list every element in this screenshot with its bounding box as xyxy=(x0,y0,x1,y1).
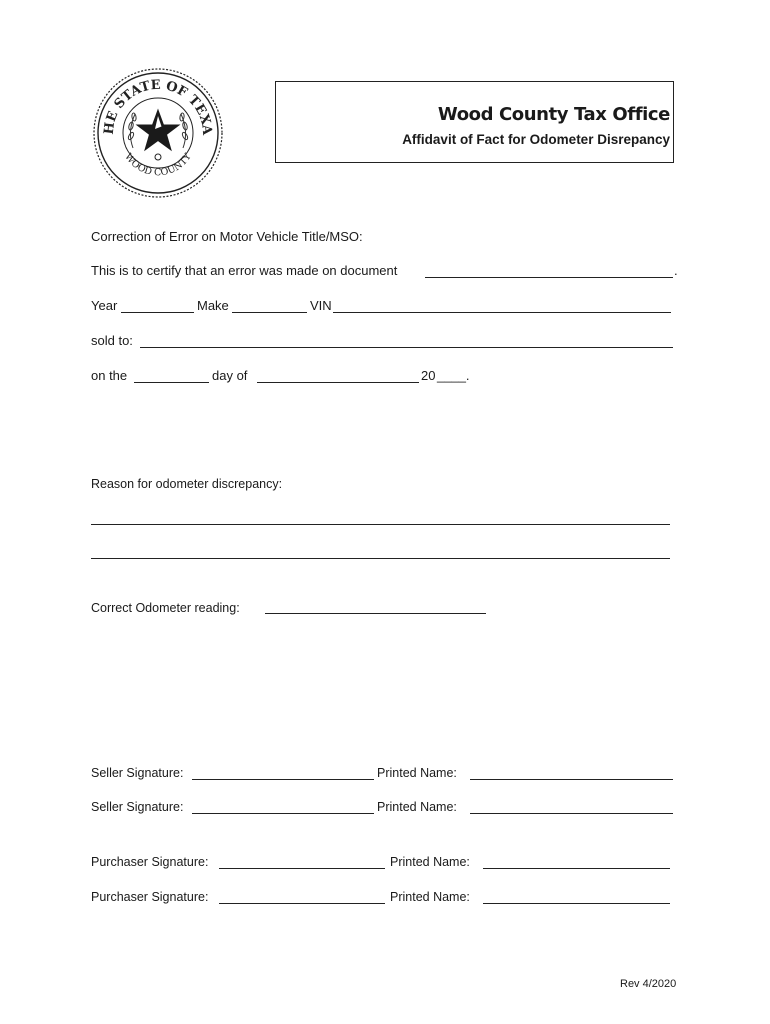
day-of-label: day of xyxy=(212,368,248,383)
seal-emblem-icon xyxy=(91,66,225,200)
seal-outer-text: HE STATE OF TEXA xyxy=(101,77,215,136)
seller-signature-label: Seller Signature: xyxy=(91,800,184,814)
sold-to-label: sold to: xyxy=(91,333,133,348)
odometer-field[interactable] xyxy=(265,613,486,614)
header-box xyxy=(275,81,674,163)
seller-signature-field[interactable] xyxy=(192,779,374,780)
vin-label: VIN xyxy=(310,298,332,313)
odometer-label: Correct Odometer reading: xyxy=(91,601,240,615)
purchaser-signature-field[interactable] xyxy=(219,903,385,904)
seller-printed-name-field[interactable] xyxy=(470,813,673,814)
reason-line-1[interactable] xyxy=(91,524,670,525)
revision-label: Rev 4/2020 xyxy=(620,978,677,990)
purchaser-signature-field[interactable] xyxy=(219,868,385,869)
reason-label: Reason for odometer discrepancy: xyxy=(91,477,283,491)
form-title: Affidavit of Fact for Odometer Disrepancy xyxy=(402,132,670,147)
seller-printed-name-label: Printed Name: xyxy=(377,766,457,780)
purchaser-printed-name-label: Printed Name: xyxy=(390,890,470,904)
purchaser-signature-label: Purchaser Signature: xyxy=(91,855,209,869)
purchaser-printed-name-label: Printed Name: xyxy=(390,855,470,869)
seal-inner-text: WOOD COUNTY xyxy=(122,151,194,179)
purchaser-printed-name-field[interactable] xyxy=(483,903,670,904)
seller-signature-field[interactable] xyxy=(192,813,374,814)
make-field[interactable] xyxy=(232,312,307,313)
day-field[interactable] xyxy=(134,382,209,383)
purchaser-signature-label: Purchaser Signature: xyxy=(91,890,209,904)
seller-printed-name-label: Printed Name: xyxy=(377,800,457,814)
year-field[interactable] xyxy=(121,312,194,313)
month-field[interactable] xyxy=(257,382,419,383)
year-prefix: 20 xyxy=(421,368,436,383)
certify-label: This is to certify that an error was made on document xyxy=(91,263,398,278)
certify-end: . xyxy=(674,263,678,278)
office-title: Wood County Tax Office xyxy=(437,104,670,125)
seller-printed-name-field[interactable] xyxy=(470,779,673,780)
year-label: Year xyxy=(91,298,118,313)
county-seal xyxy=(91,66,225,200)
reason-line-2[interactable] xyxy=(91,558,670,559)
vin-field[interactable] xyxy=(333,312,671,313)
year-suffix-field[interactable]: ____. xyxy=(437,368,470,383)
sold-to-field[interactable] xyxy=(140,347,673,348)
seller-signature-label: Seller Signature: xyxy=(91,766,184,780)
document-field[interactable] xyxy=(425,277,673,278)
correction-heading: Correction of Error on Motor Vehicle Title/MSO: xyxy=(91,229,363,244)
purchaser-printed-name-field[interactable] xyxy=(483,868,670,869)
make-label: Make xyxy=(197,298,229,313)
on-the-label: on the xyxy=(91,368,128,383)
